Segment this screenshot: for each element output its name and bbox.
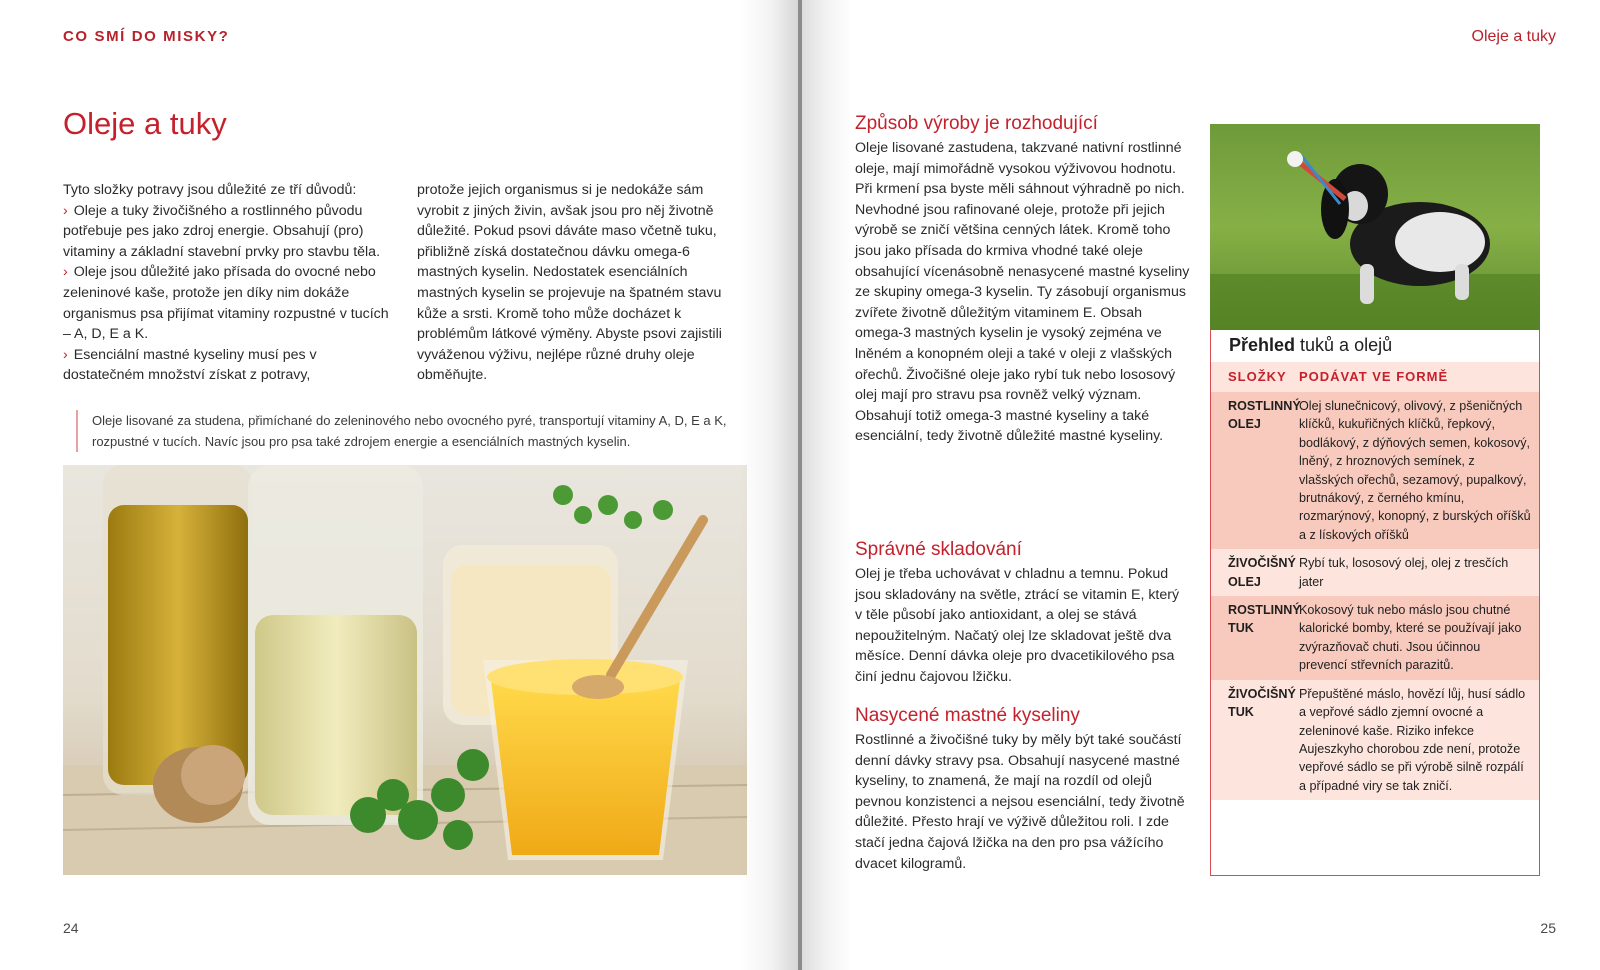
pull-quote: Oleje lisované za studena, přimíchané do zeleninového nebo ovocného pyré, transportují vitaminy A, D, E a K, rozpustné v tucích. Navíc jsou pro psa také zdrojem energie a esenciálních mastných kyselin.: [76, 410, 752, 452]
running-head-right: Oleje a tuky: [1471, 28, 1556, 45]
bullet-item: › Oleje jsou důležité jako přísada do ovocné nebo zeleninové kaše, protože jen díky nim dokáže organismus psa přijímat vitaminy rozpustné v tucích – A, D, E a K.: [63, 264, 389, 343]
dog-photo: [1210, 124, 1540, 330]
text-column-2: [417, 180, 747, 386]
table-row: ROSTLINNÝ TUK Kokosový tuk nebo máslo jsou chutné kalorické bomby, které se používají jako zvýrazňovač chuti. Jsou účinnou prevencí střevních parazitů.: [1211, 596, 1539, 680]
page-number-right: 25: [1540, 920, 1556, 936]
section-body-saturated: Rostlinné a živočišné tuky by měly být také součástí denní dávky stravy psa. Obsahují nasycené mastné kyseliny, to znamená, že mají na rozdíl od olejů pevnou konzistenci a nejsou esenciální, tedy životně důležité. Přesto hrají ve výživě důležitou roli. I zde stačí jedna čajová lžička na den pro psa vážícího dvacet kilogramů.: [855, 732, 1185, 872]
section-heading-storage: Správné skladování: [855, 539, 1022, 560]
table-header-row: [1211, 362, 1539, 392]
column-header-form: PODÁVAT VE FORMĚ: [1299, 369, 1449, 384]
gutter-shadow-right: [802, 0, 852, 970]
bullet-icon: ›: [63, 202, 68, 219]
body-paragraph: protože jejich organismus si je nedokáže sám vyrobit z jiných živin, avšak jsou pro něj životně důležité. Pokud psovi dáváte maso včetně tuku, přibližně získá dostatečnou dávku omega-6 mastných kyselin. Nedostatek esenciálních mastných kyselin se projevuje na špatném stavu kůže a srsti. Kromě toho může docházet k problémům látkové výměny. Abyste psovi zajistili vyváženou výživu, nejlépe různé druhy oleje obměňujte.: [417, 182, 722, 384]
section-body-storage: Olej je třeba uchovávat v chladnu a temnu. Pokud jsou skladovány na světle, ztrácí se vitamin E, který v těle působí jako antioxidant, a olej se stává nepoužitelným. Načatý olej lze skladovat ještě dva měsíce. Denní dávka oleje pro dvacetikilového psa činí jednu čajovou lžičku.: [855, 566, 1180, 685]
bullet-item: › Esenciální mastné kyseliny musí pes v dostatečném množství získat z potravy,: [63, 346, 317, 384]
column-header-components: SLOŽKY: [1228, 369, 1287, 384]
running-head: CO SMÍ DO MISKY?: [63, 28, 230, 45]
right-page: [802, 0, 1600, 970]
left-page: [0, 0, 798, 970]
fats-table: [1211, 362, 1539, 800]
oil-bottles-photo: [63, 465, 747, 875]
table-row: ŽIVOČIŠNÝ OLEJ Rybí tuk, lososový olej, olej z tresčích jater: [1211, 549, 1539, 596]
gutter-shadow-left: [740, 0, 798, 970]
bullet-item: › Oleje a tuky živočišného a rostlinného původu potřebuje pes jako zdroj energie. Obsahují (pro) vitaminy a základní stavební prvky pro stavbu těla.: [63, 202, 381, 260]
table-row: ŽIVOČIŠNÝ TUK Přepuštěné máslo, hovězí lůj, husí sádlo a vepřové sádlo zjemní ovocné a zeleninové kaše. Riziko infekce Aujeszkyho chorobou zde není, protože vepřové sádlo se při výrobě silně rozpálí a případné viry se tak zničí.: [1211, 680, 1539, 800]
section-body-production: Oleje lisované zastudena, takzvané nativní rostlinné oleje, mají mimořádně vysokou výživovou hodnotu. Při krmení psa byste měli sáhnout výhradně po nich. Nevhodné jsou rafinované oleje, protože při jejich výrobě se zničí většina cenných látek. Kromě toho jsou jako přísada do krmiva vhodné také oleje obsahující vícenásobně nenasycené mastné kyseliny ze skupiny omega-3 kyselin. Ty zásobují organismus zvířete životně důležitým vitaminem E. Obsah omega-3 mastných kyselin je vysoký zejména ve lněném a konopném oleji a také v oleji z vlašských ořechů. Živočišné oleje jako rybí tuk nebo lososový olej mají pro stravu psa rovněž velký význam. Obsahují totiž omega-3 mastné kyseliny a také esenciální, tedy životně důležité mastné kyseliny.: [855, 140, 1190, 445]
text-column-1: [63, 180, 393, 386]
fats-overview-table: [1210, 330, 1540, 876]
section-heading-saturated: Nasycené mastné kyseliny: [855, 705, 1080, 726]
table-title: Přehled tuků a olejů: [1229, 335, 1393, 355]
page-title: Oleje a tuky: [63, 106, 227, 141]
intro-paragraph: Tyto složky potravy jsou důležité ze tří důvodů:: [63, 182, 357, 198]
bullet-icon: ›: [63, 346, 68, 363]
page-number: 24: [63, 920, 79, 936]
table-row: ROSTLINNÝ OLEJ Olej slunečnicový, olivový, z pšeničných klíčků, kukuřičných klíčků, řepkový, bodlákový, z dýňových semen, kokosový, lněný, z hroznových semínek, z vlašských ořechů, sezamový, pupalkový, brutnákový, z černého kmínu, rozmarýnový, konopný, z burských oříšků a z lískových oříšků: [1211, 392, 1539, 549]
bullet-icon: ›: [63, 264, 68, 281]
section-heading-production: Způsob výroby je rozhodující: [855, 113, 1098, 134]
